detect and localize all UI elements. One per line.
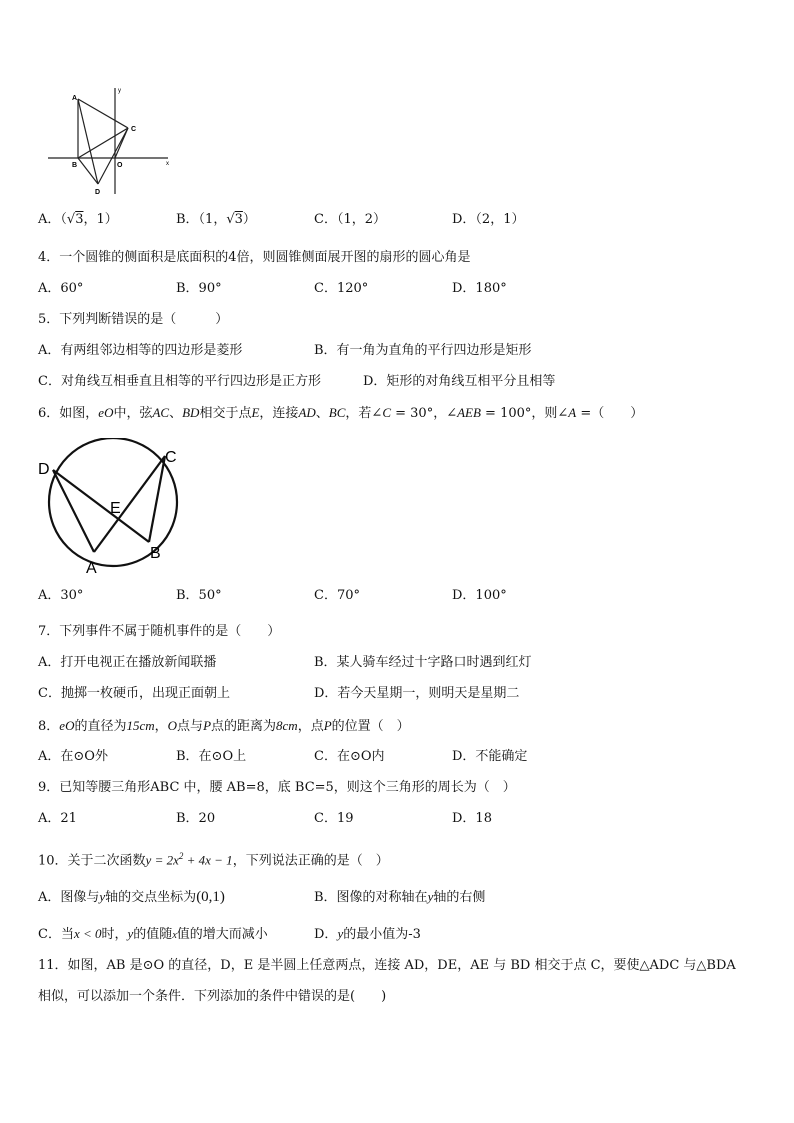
sqrt-symbol: √ bbox=[66, 212, 76, 227]
q3-option-a: A．（√3，1） bbox=[38, 212, 118, 227]
q9-option-c: C．19 bbox=[314, 811, 354, 826]
label-a: A bbox=[86, 560, 97, 577]
q9-option-a: A．21 bbox=[38, 811, 77, 826]
q4-option-b: B．90° bbox=[176, 281, 222, 296]
label-y: y bbox=[118, 88, 121, 94]
label-a: A bbox=[72, 95, 78, 102]
q7-option-a: A．打开电视正在播放新闻联播 bbox=[38, 655, 217, 670]
sqrt-symbol: √ bbox=[226, 212, 235, 227]
q7-stem: 7．下列事件不属于随机事件的是（ ） bbox=[38, 624, 281, 639]
q9-stem: 9．已知等腰三角形ABC 中，腰 AB=8，底 BC=5，则这个三角形的周长为（ ） bbox=[38, 780, 516, 795]
chord-cb bbox=[149, 456, 165, 542]
label-d: D bbox=[95, 189, 101, 196]
q5-option-c: C．对角线互相垂直且相等的平行四边形是正方形 bbox=[38, 374, 321, 389]
chord-da bbox=[53, 470, 94, 552]
q4-stem: 4．一个圆锥的侧面积是底面积的4倍，则圆锥侧面展开图的扇形的圆心角是 bbox=[38, 250, 471, 265]
q9-option-b: B．20 bbox=[176, 811, 216, 826]
q10-option-c: C．当x < 0时，y的值随x值的增大而减小 bbox=[38, 926, 268, 942]
q6-option-d: D．100° bbox=[452, 588, 507, 603]
chord-ac bbox=[94, 456, 165, 552]
q5-option-b: B．有一角为直角的平行四边形是矩形 bbox=[314, 343, 532, 358]
q3-option-c: C．（1，2） bbox=[314, 212, 386, 227]
q11-stem-line1: 11．如图，AB 是⊙O 的直径，D，E 是半圆上任意两点，连接 AD，DE，AE 与 BD 相交于点 C，要使△ADC 与△BDA bbox=[38, 958, 736, 973]
label-c: C bbox=[131, 126, 137, 133]
q5-option-d: D．矩形的对角线互相平分且相等 bbox=[363, 374, 556, 389]
q3-option-b: B．（1，√3） bbox=[176, 212, 256, 227]
label-x: x bbox=[166, 161, 169, 167]
q10-option-a: A．图像与y轴的交点坐标为(0,1) bbox=[38, 889, 225, 905]
q5-stem: 5．下列判断错误的是（ ） bbox=[38, 312, 229, 327]
q7-option-b: B．某人骑车经过十字路口时遇到红灯 bbox=[314, 655, 532, 670]
q11-stem-line2: 相似，可以添加一个条件．下列添加的条件中错误的是( ) bbox=[38, 989, 387, 1004]
label-d: D bbox=[38, 461, 50, 478]
q6-option-a: A．30° bbox=[38, 588, 84, 603]
label-c: C bbox=[165, 449, 177, 466]
q10-option-d: D．y的最小值为-3 bbox=[314, 926, 421, 942]
q5-option-a: A．有两组邻边相等的四边形是菱形 bbox=[38, 343, 243, 358]
label-e: E bbox=[110, 500, 121, 517]
q8-stem: 8．eO的直径为15cm，O点与P点的距离为8cm，点P的位置（ ） bbox=[38, 718, 410, 734]
q6-stem: 6．如图，eO中，弦AC、BD相交于点E，连接AD、BC，若∠C = 30°，∠AEB = 100°，则∠A =（ ） bbox=[38, 405, 644, 421]
label-b: B bbox=[150, 545, 161, 562]
q4-option-d: D．180° bbox=[452, 281, 507, 296]
q8-option-b: B．在⊙O上 bbox=[176, 749, 247, 764]
q8-option-d: D．不能确定 bbox=[452, 749, 528, 764]
segment-ac bbox=[78, 99, 128, 128]
label-o: O bbox=[117, 162, 123, 169]
q10-stem: 10．关于二次函数$y = 2x^2 + 4x - 1$，下列说法正确的是（ ） bbox=[38, 851, 389, 869]
q10-option-b: B．图像的对称轴在y轴的右侧 bbox=[314, 889, 486, 905]
label-b: B bbox=[72, 162, 78, 169]
q4-option-a: A．60° bbox=[38, 281, 84, 296]
q7-option-c: C．抛掷一枚硬币，出现正面朝上 bbox=[38, 686, 230, 701]
q6-option-c: C．70° bbox=[314, 588, 360, 603]
q9-option-d: D．18 bbox=[452, 811, 492, 826]
chord-db bbox=[53, 470, 149, 542]
q7-option-d: D．若今天星期一，则明天是星期二 bbox=[314, 686, 520, 701]
q4-option-c: C．120° bbox=[314, 281, 369, 296]
q3-option-d: D．（2，1） bbox=[452, 212, 525, 227]
q8-option-c: C．在⊙O内 bbox=[314, 749, 385, 764]
q6-option-b: B．50° bbox=[176, 588, 222, 603]
coordinate-figure bbox=[44, 84, 174, 196]
q8-option-a: A．在⊙O外 bbox=[38, 749, 108, 764]
circle-figure bbox=[34, 438, 194, 578]
